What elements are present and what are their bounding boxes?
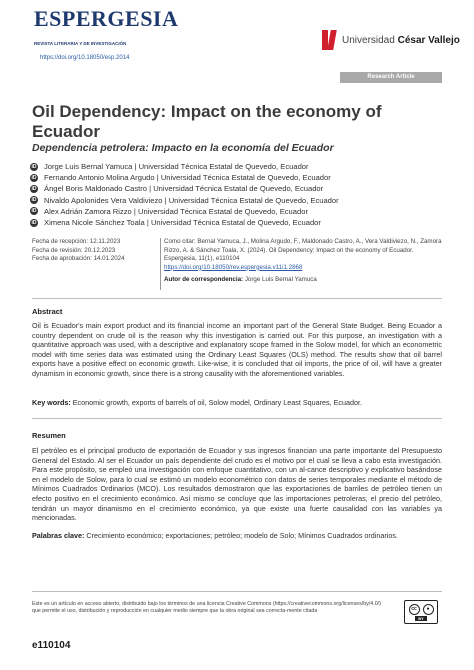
author-affiliation: Universidad Técnica Estatal de Quevedo, Ecuador xyxy=(150,218,321,228)
author-name: Alex Adrián Zamora Rizzo xyxy=(44,206,132,216)
orcid-icon[interactable]: iD xyxy=(31,208,37,215)
cc-icon: cc xyxy=(409,604,420,615)
author-affiliation: Universidad Técnica Estatal de Quevedo, Ecuador xyxy=(138,162,309,172)
orcid-icon[interactable]: iD xyxy=(31,197,37,204)
author-affiliation: Universidad Técnica Estatal de Quevedo, Ecuador xyxy=(153,184,324,194)
author-affiliation: Universidad Técnica Estatal de Quevedo, Ecuador xyxy=(138,206,308,216)
orcid-icon[interactable]: iD xyxy=(31,163,37,170)
author-name: Ángel Boris Maldonado Castro xyxy=(44,184,147,194)
abstract-keywords xyxy=(32,398,442,407)
corresponding-name: Jorge Luis Bernal Yamuca xyxy=(244,276,317,283)
author-affiliation: Universidad Técnica Estatal de Quevedo, Ecuador xyxy=(160,173,331,183)
author-row: iD Ángel Boris Maldonado Castro | Universidad Técnica Estatal de Quevedo, Ecuador xyxy=(31,184,324,194)
divider xyxy=(32,418,442,419)
article-title: Oil Dependency: Impact on the economy of Ecuador xyxy=(32,102,382,141)
author-affiliation: Universidad Técnica Estatal de Quevedo, Ecuador xyxy=(168,195,339,205)
palabras-clave-label: Palabras clave: xyxy=(32,531,85,540)
date-received: Fecha de recepción: 12.11.2023 xyxy=(32,238,121,245)
creative-commons-badge[interactable] xyxy=(404,600,438,624)
university-name: César Vallejo xyxy=(397,34,460,46)
corresponding-label: Autor de correspondencia: xyxy=(164,276,244,283)
corresponding-author xyxy=(164,276,317,283)
article-id: e110104 xyxy=(32,640,71,651)
date-approved: Fecha de aprobación: 14.01.2024 xyxy=(32,255,125,262)
journal-subtitle: REVISTA LITERARIA Y DE INVESTIGACIÓN xyxy=(34,41,127,46)
person-icon: ● xyxy=(423,604,434,615)
date-revised: Fecha de revisión: 20.12.2023 xyxy=(32,246,116,254)
university-logo xyxy=(322,30,460,50)
author-list xyxy=(30,161,450,228)
divider xyxy=(32,591,442,592)
university-flag-icon xyxy=(322,30,336,50)
orcid-icon[interactable]: iD xyxy=(31,185,37,192)
orcid-icon[interactable]: iD xyxy=(31,219,37,226)
university-prefix: Universidad xyxy=(342,34,395,46)
author-row: iD Alex Adrián Zamora Rizzo | Universidad Técnica Estatal de Quevedo, Ecuador xyxy=(31,206,308,216)
author-row: iD Nivaldo Apolonides Vera Valdiviezo | Universidad Técnica Estatal de Quevedo, Ecuador xyxy=(31,195,339,205)
keywords-label: Key words: xyxy=(32,398,71,407)
author-name: Jorge Luis Bernal Yamuca xyxy=(44,162,133,172)
abstract-heading: Abstract xyxy=(32,307,63,316)
abstract-body: Oil is Ecuador's main export product and its financial income an important part of the General State Budget. Being Ecuador a country dependent on crude oil is the reason why this investigation is carried out. For this purpose, an investigation with a quantitative approach was used, with a descriptive and explanatory scope framed in the Solow model, for which an econometric model with time series data was estimated using the Ordinary Least Squares (OLS) method. The results show that oil barrel exports have a positive effect on economic growth. Like-wise, it is concluded that oil imports, the price of oil, will have a greater dynamism in economic growth, since there is a strong causality with the aforementioned variables. xyxy=(32,321,442,378)
author-row: iD Fernando Antonio Molina Argudo | Universidad Técnica Estatal de Quevedo, Ecuador xyxy=(31,173,331,183)
author-name: Fernando Antonio Molina Argudo xyxy=(44,173,155,183)
article-dates xyxy=(32,238,157,264)
palabras-clave-text: Crecimiento económico; exportaciones; petróleo; modelo de Solo; Mínimos Cuadrados ordinarios. xyxy=(86,531,398,540)
author-row: iD Jorge Luis Bernal Yamuca | Universidad Técnica Estatal de Quevedo, Ecuador xyxy=(31,162,309,172)
article-subtitle: Dependencia petrolera: Impacto en la economía del Ecuador xyxy=(32,142,334,154)
citation-block xyxy=(164,238,444,272)
keywords-text: Economic growth, exports of barrels of oil, Solow model, Ordinary Least Squares, Ecuador. xyxy=(72,398,362,407)
resumen-body: El petróleo es el principal producto de exportación de Ecuador y sus ingresos financian una parte importante del Presupuesto General del Estado. Al ser el Ecuador un país dependiente del crudo es el motivo por el cual se lleva a cabo esta investigación. Para este propósito, se empleó una investigación con enfoque cuantitativo, con un al-cance descriptivo y explicativo basándose en el modelo de Solow, para lo cual se estimó un modelo econométrico con datos de series temporales mediante el método de Mínimos Cuadrados Ordinarios (MCO). Los resultados demostraron que las exportaciones de barriles de petróleo tienen un efecto positivo en el crecimiento económico. Así mismo se concluye que las importaciones petroleras, el precio del petróleo, tendrán un mayor dinamismo en el crecimiento económico, ya que existe una fuerte causalidad con las variables ya mencionadas. xyxy=(32,446,442,523)
citation-doi-link[interactable]: https://doi.org/10.18050/rev.espergesia.v11i1.2868 xyxy=(164,263,303,271)
author-row: iD Ximena Nicole Sánchez Toala | Universidad Técnica Estatal de Quevedo, Ecuador xyxy=(31,218,321,228)
orcid-icon[interactable]: iD xyxy=(31,174,37,181)
citation-text: Como citar: Bernal Yamuca, J., Molina Argudo, F., Maldonado Castro, A., Vera Valdiviezo, N., Zamora Rizzo, A. & Sánchez Toala, X. (2024). Oil Dependency: Impact on the economy of Ecuador. Espergesia, 11(1), e110104 xyxy=(164,238,442,262)
resumen-heading: Resumen xyxy=(32,431,66,440)
cc-by-label: BY xyxy=(415,616,427,621)
divider xyxy=(32,298,442,299)
divider xyxy=(160,238,161,290)
journal-doi-link[interactable]: https://doi.org/10.18050/esp.2014 xyxy=(40,55,130,61)
article-type-badge: Research Article xyxy=(340,72,442,83)
author-name: Ximena Nicole Sánchez Toala xyxy=(44,218,145,228)
resumen-keywords xyxy=(32,531,442,540)
author-name: Nivaldo Apolonides Vera Valdiviezo xyxy=(44,195,163,205)
license-text: Este es un artículo en acceso abierto, distribuido bajo los términos de una licencia Creative Commons (https://creativecommons.org/licenses/by/4.0/) que permite el uso, distribución y reproducción en cualquier medio siempre que la obra original sea correcta-mente citada xyxy=(32,601,381,614)
journal-logo: ESPERGESIA xyxy=(34,6,179,31)
